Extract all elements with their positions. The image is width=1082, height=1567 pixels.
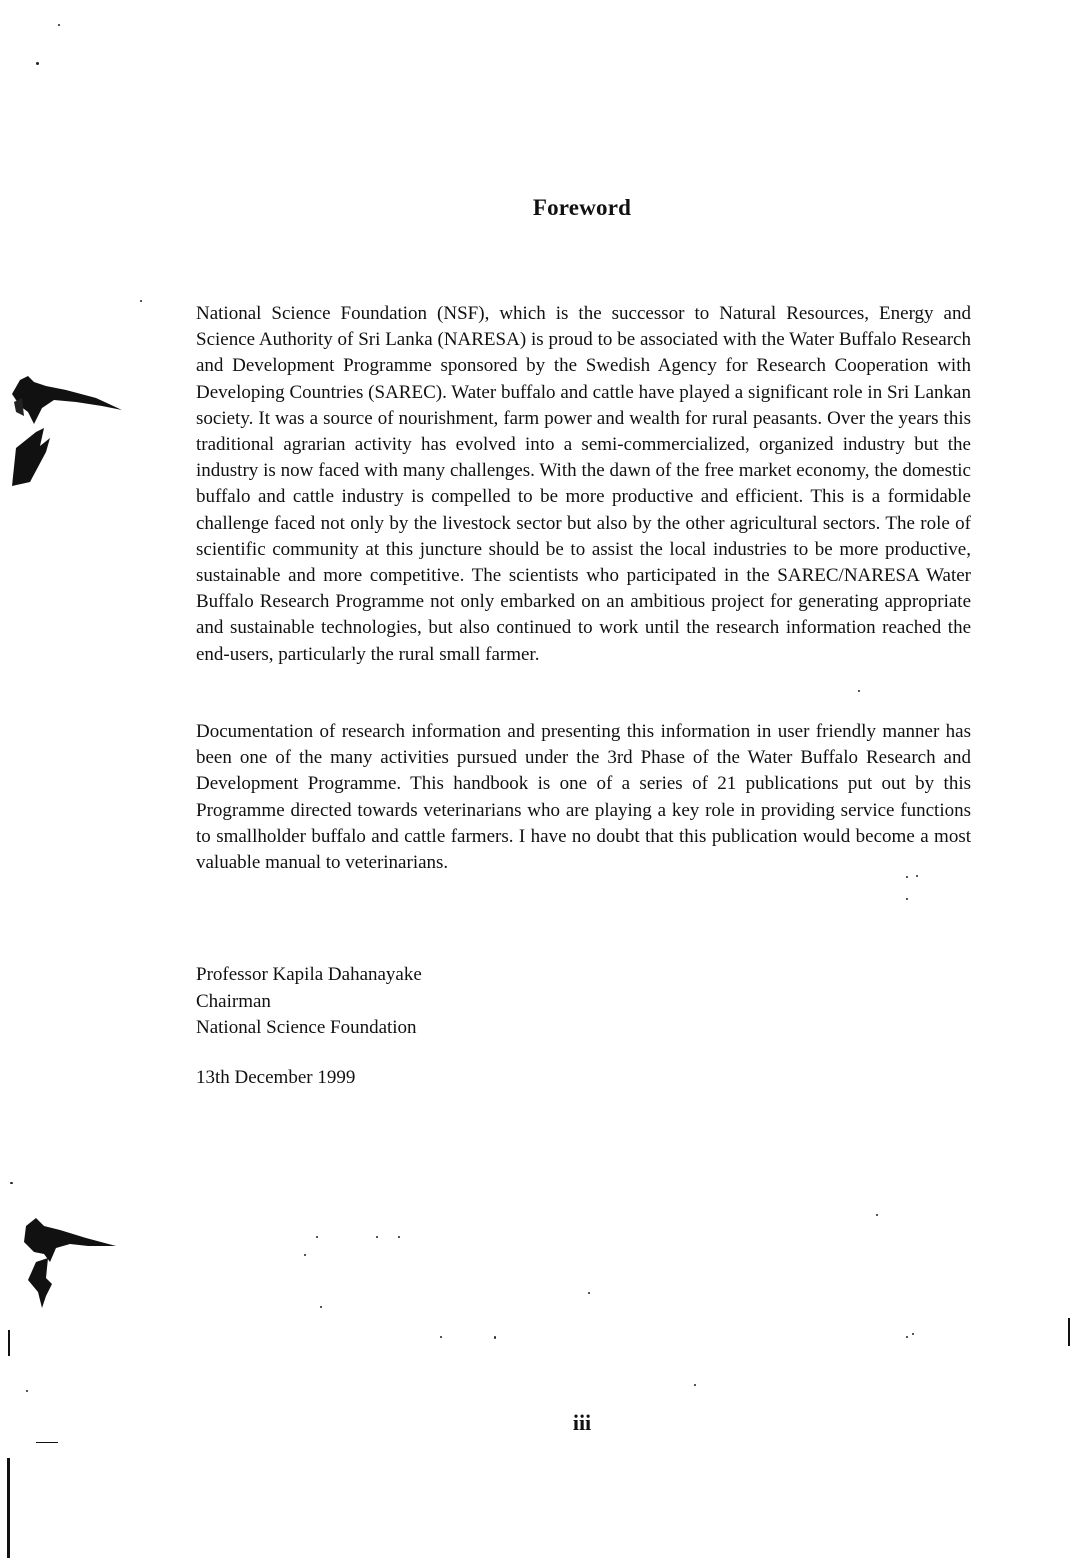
- scan-speck: [906, 898, 908, 900]
- scan-speck: [376, 1236, 378, 1238]
- scan-speck: [588, 1292, 590, 1294]
- document-date: 13th December 1999: [196, 1067, 356, 1088]
- scan-speck: [36, 62, 39, 65]
- page-title: Foreword: [532, 195, 632, 220]
- page-number: iii: [572, 1410, 592, 1435]
- signature-block: [196, 962, 422, 1042]
- scan-speck: [304, 1254, 306, 1256]
- scan-edge-line: [1068, 1318, 1070, 1346]
- scan-artifact-lower: [16, 1212, 121, 1312]
- scan-speck: [858, 690, 860, 692]
- scan-edge-line: [7, 1458, 10, 1558]
- signatory-name: Professor Kapila Dahanayake: [196, 964, 422, 985]
- scan-speck: [398, 1236, 400, 1238]
- signatory-organization: National Science Foundation: [196, 1017, 417, 1038]
- scan-speck: [912, 1333, 914, 1335]
- scan-speck: [876, 1214, 878, 1216]
- scan-speck: [440, 1336, 442, 1338]
- signatory-position: Chairman: [196, 990, 271, 1012]
- scan-speck: [26, 1390, 28, 1392]
- scan-speck: [906, 876, 908, 878]
- scan-speck: [58, 24, 60, 26]
- scan-speck: [316, 1236, 318, 1238]
- scan-speck: [494, 1336, 496, 1339]
- scan-artifact-upper: [6, 372, 126, 487]
- scan-speck: [140, 300, 142, 302]
- foreword-paragraph-1: National Science Foundation (NSF), which is the successor to Natural Resources, Energy and Science Authority of Sri Lanka (NARESA) is proud to be associated with the Water Buffalo Research and Development Programme sponsored by the Swedish Agency for Research Cooperation with Developing Countries (SAREC). Water buffalo and cattle have played a significant role in Sri Lankan society. It was a source of nourishment, farm power and wealth for rural peasants. Over the years this traditional agrarian activity has evolved into a semi-commercialized, organized industry but the industry is now faced with many challenges. With the dawn of the free market economy, the domestic buffalo and cattle industry is compelled to be more productive and efficient. This is a formidable challenge faced not only by the livestock sector but also by the other agricultural sectors. The role of scientific community at this juncture should be to assist the local industries to be more productive, sustainable and more competitive. The scientists who participated in the SAREC/NARESA Water Buffalo Research Programme not only embarked on an ambitious project for generating appropriate and sustainable technologies, but also continued to work until the research information reached the end-users, particularly the rural small farmer.: [196, 303, 971, 665]
- scan-speck: [320, 1306, 322, 1308]
- scan-edge-line: [8, 1330, 10, 1356]
- scan-speck: [694, 1384, 696, 1386]
- scan-edge-line: [36, 1442, 58, 1443]
- foreword-paragraph-2: Documentation of research information and presenting this information in user friendly manner has been one of the many activities pursued under the 3rd Phase of the Water Buffalo Research and Development Programme. This handbook is one of a series of 21 publications put out by this Programme directed towards veterinarians who are playing a key role in providing service functions to smallholder buffalo and cattle farmers. I have no doubt that this publication would become a most valuable manual to veterinarians.: [196, 721, 971, 874]
- scan-speck: [10, 1182, 13, 1184]
- scan-speck: [906, 1336, 908, 1338]
